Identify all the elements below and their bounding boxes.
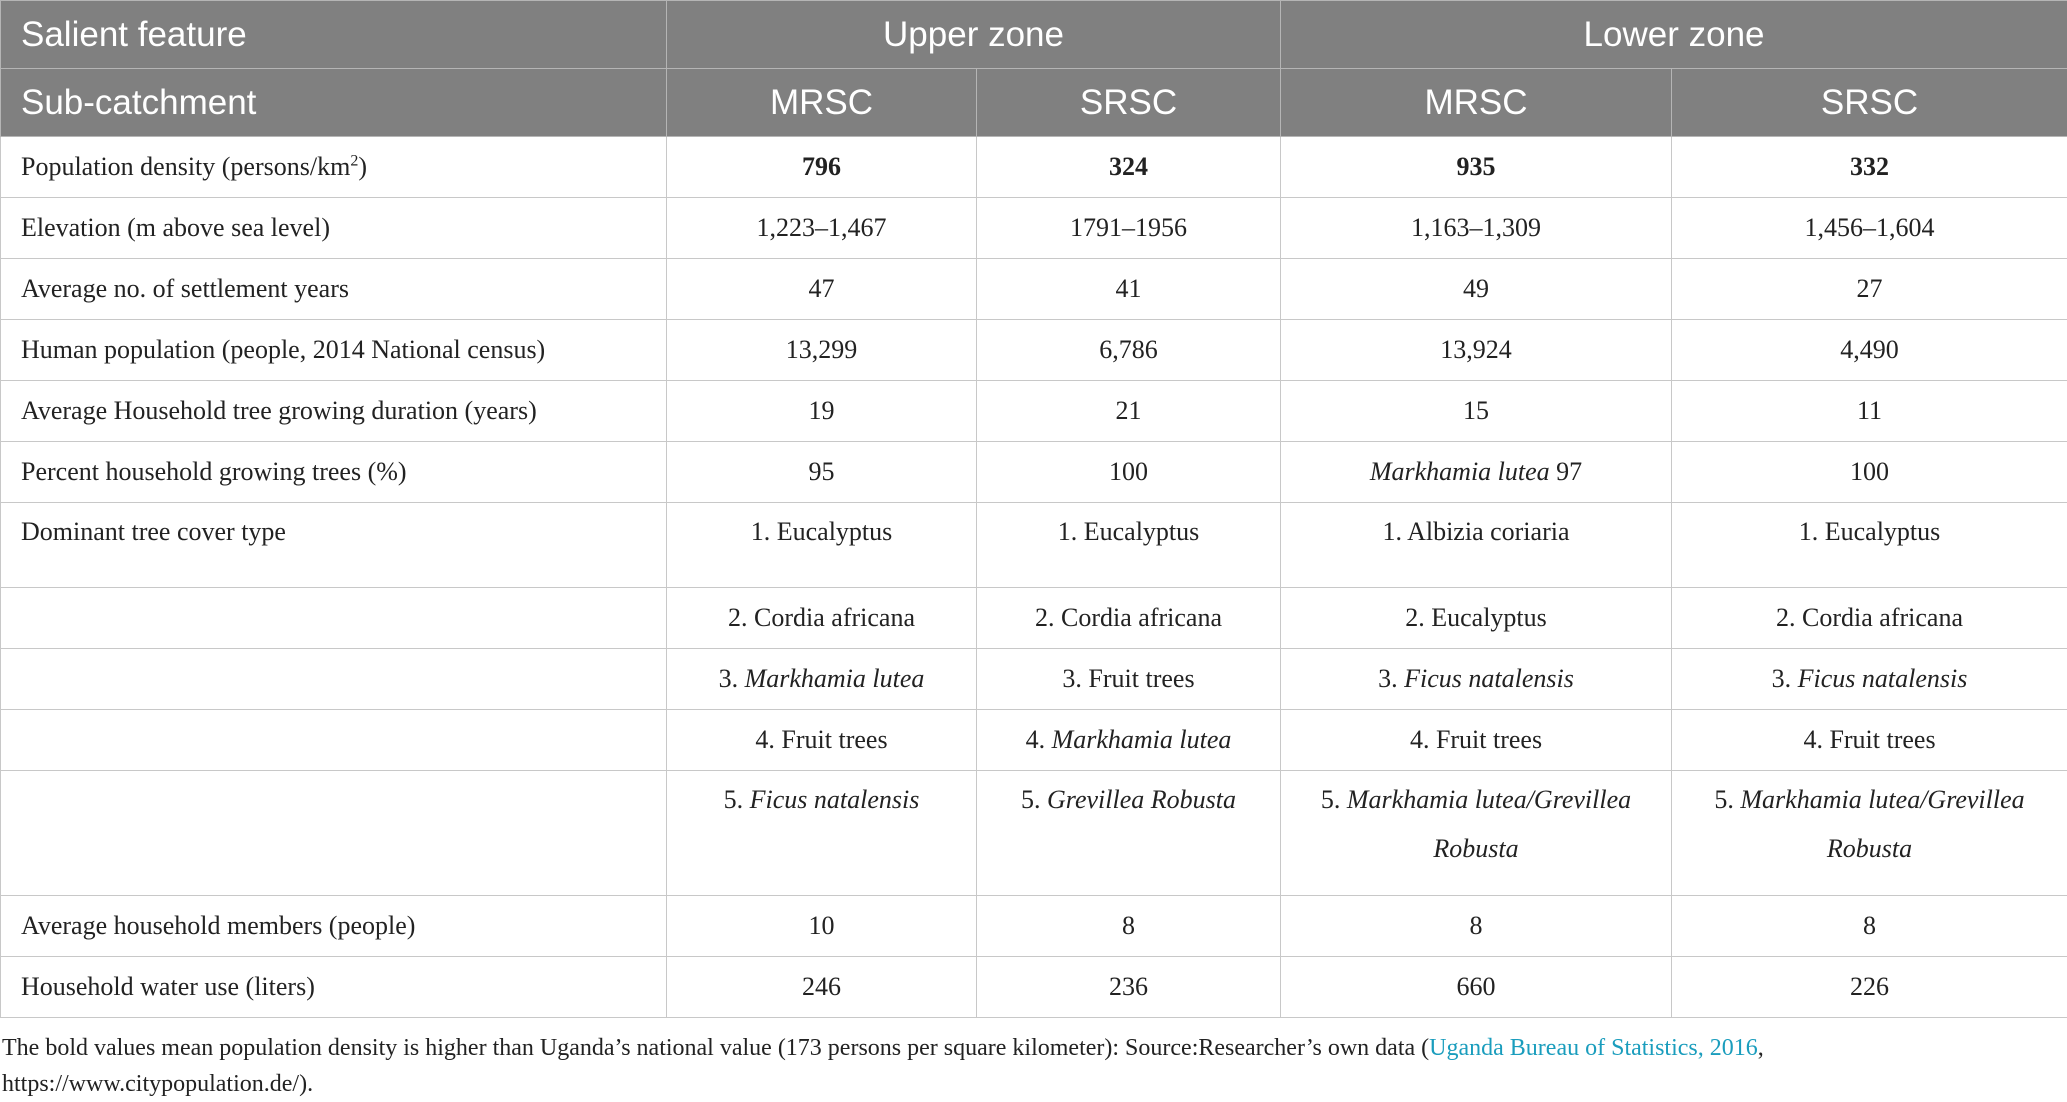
- header-lower-zone: Lower zone: [1281, 1, 2067, 69]
- header-salient-feature: Salient feature: [1, 1, 667, 69]
- table-cell: 1,456–1,604: [1672, 198, 2067, 259]
- citation-link[interactable]: Uganda Bureau of Statistics, 2016: [1429, 1035, 1758, 1061]
- table-cell: 1. Eucalyptus: [1672, 503, 2067, 588]
- cell-prefix: 3.: [719, 664, 745, 693]
- table-row: [1, 320, 2067, 381]
- species-name: Markhamia lutea/Grevillea Robusta: [1347, 785, 1631, 863]
- table-cell: 21: [977, 381, 1281, 442]
- table-cell: 4. Fruit trees: [667, 710, 977, 771]
- table-cell: 1. Albizia coriaria: [1281, 503, 1672, 588]
- table-row: [1, 503, 2067, 588]
- species-name: Grevillea Robusta: [1047, 785, 1236, 814]
- table-row: [1, 957, 2067, 1018]
- cell-value: 97: [1550, 457, 1583, 486]
- table-cell: 13,299: [667, 320, 977, 381]
- table-cell: 2. Cordia africana: [1672, 588, 2067, 649]
- header-row-zones: [1, 1, 2067, 69]
- table-cell: 2. Eucalyptus: [1281, 588, 1672, 649]
- table-cell: 3. Fruit trees: [977, 649, 1281, 710]
- table-cell: 2. Cordia africana: [667, 588, 977, 649]
- header-upper-mrsc: MRSC: [667, 69, 977, 137]
- header-row-subcatchment: [1, 69, 2067, 137]
- superscript: 2: [350, 152, 358, 169]
- table-row: [1, 259, 2067, 320]
- table-cell: 19: [667, 381, 977, 442]
- table-cell: 2. Cordia africana: [977, 588, 1281, 649]
- table-row: [1, 381, 2067, 442]
- empty-cell: [1, 771, 667, 896]
- table-cell: 1,163–1,309: [1281, 198, 1672, 259]
- header-upper-srsc: SRSC: [977, 69, 1281, 137]
- table-cell: 49: [1281, 259, 1672, 320]
- table-cell: [1281, 649, 1672, 710]
- cell-prefix: 5.: [724, 785, 750, 814]
- table-cell: 47: [667, 259, 977, 320]
- species-name: Ficus natalensis: [1798, 664, 1968, 693]
- row-label-water-use: Household water use (liters): [1, 957, 667, 1018]
- row-label-dominant-tree-cover: Dominant tree cover type: [1, 503, 667, 588]
- table-cell: 41: [977, 259, 1281, 320]
- header-lower-mrsc: MRSC: [1281, 69, 1672, 137]
- cell-prefix: 5.: [1021, 785, 1047, 814]
- table-cell: 324: [977, 137, 1281, 198]
- table-cell: 15: [1281, 381, 1672, 442]
- empty-cell: [1, 649, 667, 710]
- cell-prefix: 5.: [1714, 785, 1740, 814]
- species-name: Markhamia lutea: [1370, 457, 1550, 486]
- row-label-household-members: Average household members (people): [1, 896, 667, 957]
- table-footnote: [0, 1018, 2062, 1102]
- table-cell: 1,223–1,467: [667, 198, 977, 259]
- empty-cell: [1, 588, 667, 649]
- species-name: Ficus natalensis: [1404, 664, 1574, 693]
- table-cell: 660: [1281, 957, 1672, 1018]
- table-cell: 796: [667, 137, 977, 198]
- table-cell: 27: [1672, 259, 2067, 320]
- table-cell: [977, 710, 1281, 771]
- table-cell: 8: [1672, 896, 2067, 957]
- table-row: [1, 137, 2067, 198]
- table-cell: [1281, 442, 1672, 503]
- row-label-human-population: Human population (people, 2014 National census): [1, 320, 667, 381]
- header-upper-zone: Upper zone: [667, 1, 1281, 69]
- table-cell: 1791–1956: [977, 198, 1281, 259]
- row-label-settlement-years: Average no. of settlement years: [1, 259, 667, 320]
- footnote-text-end: , https://www.citypopulation.de/).: [2, 1035, 1764, 1097]
- table-row: [1, 198, 2067, 259]
- row-label-elevation: Elevation (m above sea level): [1, 198, 667, 259]
- table-cell: 100: [1672, 442, 2067, 503]
- table-cell: 4. Fruit trees: [1672, 710, 2067, 771]
- table-cell: [1672, 649, 2067, 710]
- table-row: [1, 771, 2067, 896]
- cell-prefix: 3.: [1772, 664, 1798, 693]
- table-row: [1, 442, 2067, 503]
- table-cell: 935: [1281, 137, 1672, 198]
- table-row: [1, 896, 2067, 957]
- table-cell: 332: [1672, 137, 2067, 198]
- footnote-text: The bold values mean population density is higher than Uganda’s national value (173 persons per square kilometer): Source:Researcher’s own data (: [2, 1035, 1429, 1061]
- cell-prefix: 3.: [1378, 664, 1404, 693]
- table-cell: 10: [667, 896, 977, 957]
- row-label-tree-duration: Average Household tree growing duration (years): [1, 381, 667, 442]
- table-row: [1, 588, 2067, 649]
- header-lower-srsc: SRSC: [1672, 69, 2067, 137]
- species-name: Markhamia lutea: [1052, 725, 1232, 754]
- table-cell: 246: [667, 957, 977, 1018]
- table-cell: [667, 771, 977, 896]
- table-cell: [1281, 771, 1672, 896]
- table-body: [1, 137, 2067, 1018]
- table-row: [1, 649, 2067, 710]
- table-cell: 1. Eucalyptus: [667, 503, 977, 588]
- table-cell: 8: [1281, 896, 1672, 957]
- table-cell: 13,924: [1281, 320, 1672, 381]
- species-name: Ficus natalensis: [750, 785, 920, 814]
- species-name: Markhamia lutea/Grevillea Robusta: [1740, 785, 2024, 863]
- table-header: [1, 1, 2067, 137]
- table-cell: 4. Fruit trees: [1281, 710, 1672, 771]
- cell-prefix: 5.: [1321, 785, 1347, 814]
- row-label-text-end: ): [358, 152, 367, 181]
- table-cell: 226: [1672, 957, 2067, 1018]
- table-row: [1, 710, 2067, 771]
- table-cell: [667, 649, 977, 710]
- row-label-percent-growing: Percent household growing trees (%): [1, 442, 667, 503]
- row-label-text: Population density (persons/km: [21, 152, 350, 181]
- table-cell: 8: [977, 896, 1281, 957]
- table-cell: [977, 771, 1281, 896]
- row-label-population-density: [1, 137, 667, 198]
- table-cell: 4,490: [1672, 320, 2067, 381]
- table-cell: 95: [667, 442, 977, 503]
- species-name: Markhamia lutea: [745, 664, 925, 693]
- empty-cell: [1, 710, 667, 771]
- table-cell: 11: [1672, 381, 2067, 442]
- header-sub-catchment: Sub-catchment: [1, 69, 667, 137]
- table-cell: 100: [977, 442, 1281, 503]
- table-cell: 6,786: [977, 320, 1281, 381]
- table-cell: 1. Eucalyptus: [977, 503, 1281, 588]
- cell-prefix: 4.: [1026, 725, 1052, 754]
- table-cell: 236: [977, 957, 1281, 1018]
- table-cell: [1672, 771, 2067, 896]
